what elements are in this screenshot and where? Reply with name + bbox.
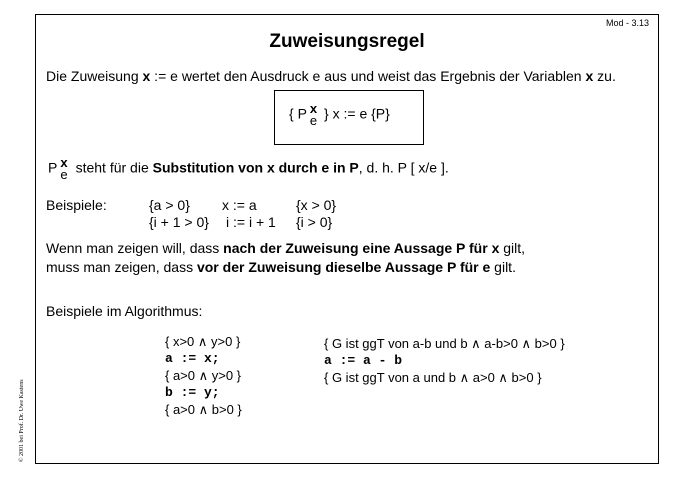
copyright-note: © 2001 bei Prof. Dr. Uwe Kastens: [19, 379, 25, 462]
algo-left-assertion-1: { x>0 ∧ y>0 }: [165, 334, 241, 349]
substitution-line: P x e steht für die Substitution von x durch e in P, d. h. P [ x/e ].: [48, 155, 449, 182]
algo-right-assertion-2: { G ist ggT von a und b ∧ a>0 ∧ b>0 }: [324, 370, 542, 385]
algo-heading: Beispiele im Algorithmus:: [46, 303, 203, 319]
rule-close: } x := e {P}: [320, 105, 390, 122]
algo-left-stmt-2: b := y;: [165, 385, 220, 400]
wenn-line-2: muss man zeigen, dass vor der Zuweisung dieselbe Aussage P für e gilt.: [46, 259, 516, 275]
example-pre-2: {i + 1 > 0}: [149, 214, 209, 230]
rule-substitution: x e: [309, 101, 318, 128]
substitution-bold: Substitution von x durch e in P: [152, 159, 359, 176]
algo-right-block: [324, 335, 565, 386]
rule-box: [274, 90, 424, 145]
algo-right-stmt-1: a := a - b: [324, 353, 403, 368]
example-stmt-1: x := a: [222, 197, 257, 213]
algo-left-block: [165, 333, 242, 418]
intro-paragraph: [46, 68, 616, 84]
substitution-notation: x e: [60, 155, 68, 182]
algo-right-assertion-1: { G ist ggT von a-b und b ∧ a-b>0 ∧ b>0 }: [324, 336, 565, 351]
example-post-2: {i > 0}: [296, 214, 333, 230]
examples-label: Beispiele:: [46, 197, 107, 213]
intro-text-2: := e wertet den Ausdruck e aus und weist das Ergebnis der Variablen: [150, 68, 586, 84]
wenn-line-1: Wenn man zeigen will, dass nach der Zuweisung eine Aussage P für x gilt,: [46, 240, 526, 256]
example-pre-1: {a > 0}: [149, 197, 190, 213]
rule-formula: [289, 103, 390, 127]
rule-open: { P: [289, 105, 307, 122]
slide-frame: [35, 14, 659, 464]
intro-text-1: Die Zuweisung: [46, 68, 143, 84]
slide-title: Zuweisungsregel: [269, 31, 425, 52]
example-stmt-2: i := i + 1: [226, 214, 276, 230]
slide-id: Mod - 3.13: [605, 18, 649, 28]
intro-var-x: x: [142, 68, 151, 84]
intro-text-3: zu.: [593, 68, 616, 84]
example-post-1: {x > 0}: [296, 197, 337, 213]
algo-left-assertion-3: { a>0 ∧ b>0 }: [165, 402, 242, 417]
intro-var-x-2: x: [585, 68, 594, 84]
algo-left-stmt-1: a := x;: [165, 351, 220, 366]
algo-left-assertion-2: { a>0 ∧ y>0 }: [165, 368, 242, 383]
